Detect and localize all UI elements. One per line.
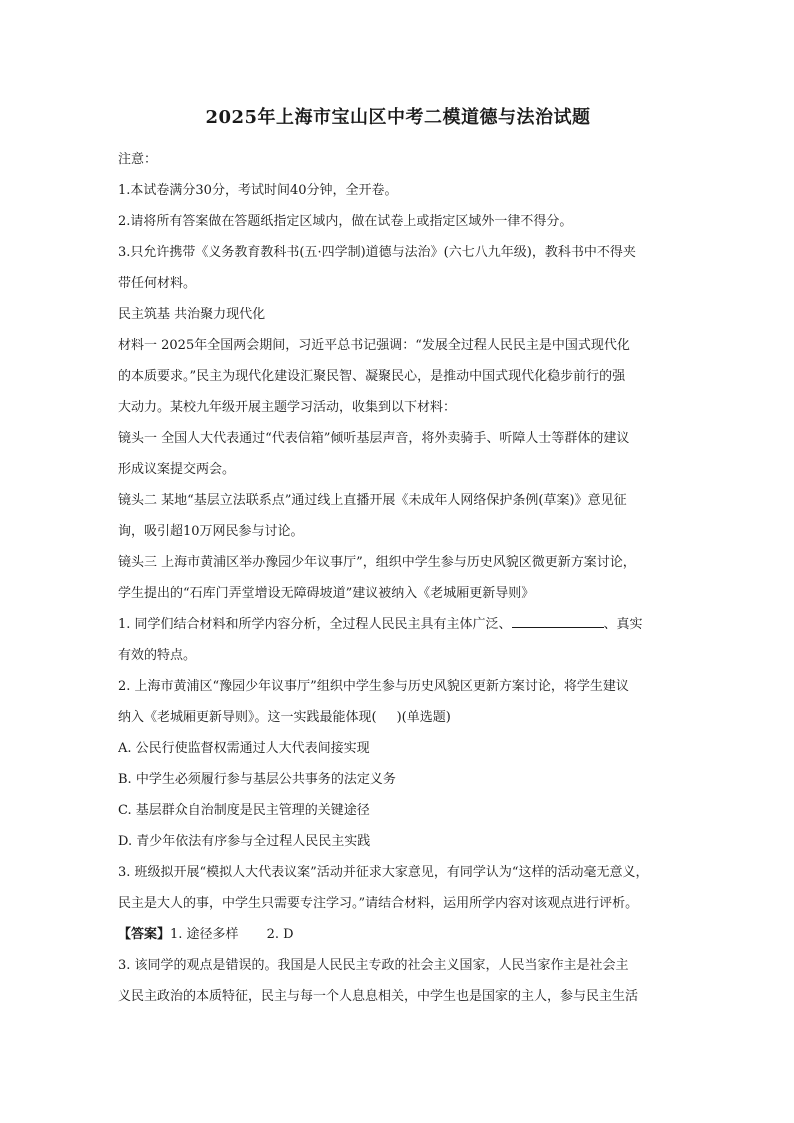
material-line: 镜头三 上海市黄浦区举办豫园少年议事厅”，组织中学生参与历史风貌区微更新方案讨论，: [118, 555, 636, 570]
question-3-line-2: 民主是大人的事，中学生只需要专注学习。”请结合材料，运用所学内容对该观点进行评析。: [118, 896, 639, 911]
answer-3-line: 义民主政治的本质特征，民主与每一个人息息相关，中学生也是国家的主人，参与民主生活: [118, 989, 639, 1004]
option-b: B. 中学生必须履行参与基层公共事务的法定义务: [118, 772, 396, 787]
notice-item: 3.只允许携带《义务教育教科书(五·四学制)道德与法治》(六七八九年级)，教科书中不得夹: [118, 245, 636, 260]
question-1-text-end: 、真实: [603, 617, 643, 632]
notice-item: 带任何材料。: [118, 276, 197, 291]
option-a: A. 公民行使监督权需通过人大代表间接实现: [118, 741, 370, 756]
material-line: 镜头一 全国人大代表通过“代表信箱”倾听基层声音，将外卖骑手、听障人士等群体的建议: [118, 431, 630, 446]
material-line: 材料一 2025年全国两会期间，习近平总书记强调：“发展全过程人民民主是中国式现代化: [118, 338, 630, 353]
notice-item: 1.本试卷满分30分，考试时间40分钟，全开卷。: [118, 183, 398, 198]
document-content: [118, 106, 678, 1012]
section-title: 民主筑基 共治聚力现代化: [118, 307, 266, 322]
option-c: C. 基层群众自治制度是民主管理的关键途径: [118, 803, 370, 818]
answer-3-line: 3. 该同学的观点是错误的。我国是人民民主专政的社会主义国家，人民当家作主是社会主: [118, 958, 629, 973]
answer-tag: 【答案】: [118, 927, 171, 942]
question-1-line-2: 有效的特点。: [118, 648, 197, 663]
question-2-text: 纳入《老城厢更新导则》。这一实践最能体现(: [118, 710, 377, 725]
page-title: 2025年上海市宝山区中考二模道德与法治试题: [205, 107, 591, 128]
question-1-text: 1. 同学们结合材料和所学内容分析，全过程人民民主具有主体广泛、: [118, 617, 512, 632]
question-2-line-2: [118, 702, 678, 733]
answer-1: 1. 途径多样: [170, 927, 239, 942]
material-line: 大动力。某校九年级开展主题学习活动，收集到以下材料：: [118, 400, 457, 415]
answer-2: 2. D: [266, 927, 294, 942]
question-3: 3. 班级拟开展“模拟人大代表议案”活动并征求大家意见，有同学认为“这样的活动毫无意义，: [118, 865, 649, 880]
question-1: [118, 609, 678, 640]
material-line: 镜头二 某地“基层立法联系点”通过线上直播开展《未成年人网络保护条例(草案)》意见征: [118, 493, 627, 508]
question-2: 2. 上海市黄浦区“豫园少年议事厅”组织中学生参与历史风貌区更新方案讨论，将学生建议: [118, 679, 629, 694]
question-2-text-end: )(单选题): [396, 710, 451, 725]
answer-blank[interactable]: [512, 615, 604, 628]
material-line: 学生提出的“石库门弄堂增设无障碍坡道”建议被纳入《老城厢更新导则》: [118, 586, 535, 601]
notice-label: 注意：: [118, 152, 158, 167]
option-d: D. 青少年依法有序参与全过程人民民主实践: [118, 834, 371, 849]
answer-row: [118, 919, 678, 950]
material-line: 形成议案提交两会。: [118, 462, 236, 477]
notice-item: 2.请将所有答案做在答题纸指定区域内，做在试卷上或指定区域外一律不得分。: [118, 214, 573, 229]
material-line: 询，吸引超10万网民参与讨论。: [118, 524, 304, 539]
material-line: 的本质要求。”民主为现代化建设汇聚民智、凝聚民心，是推动中国式现代化稳步前行的强: [118, 369, 626, 384]
